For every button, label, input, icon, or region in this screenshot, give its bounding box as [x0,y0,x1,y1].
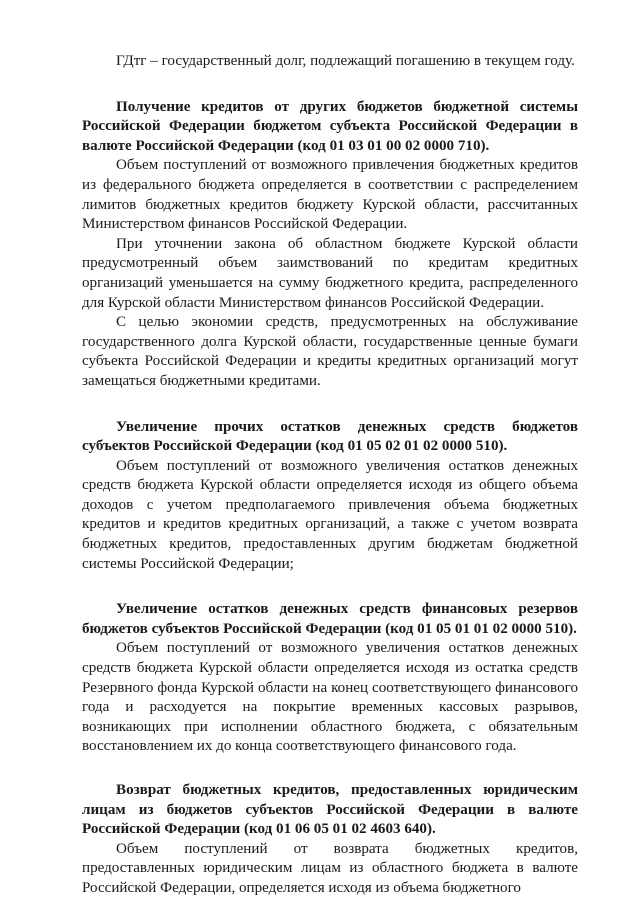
section-heading: Увеличение остатков денежных средств финансовых резервов бюджетов субъектов Российской Федерации (код 01 05 01 01 02 0000 510). [82,601,578,637]
body-paragraph: При уточнении закона об областном бюджете Курской области предусмотренный объем заимствований по кредитам кредитных организаций уменьшается на сумму бюджетного кредита, распределенного для Курской области Министерством финансов Российской Федерации. [82,235,578,311]
section-heading: Увеличение прочих остатков денежных средств бюджетов субъектов Российской Федерации (код 01 05 02 01 02 0000 510). [82,418,578,455]
section-spacer [82,574,578,600]
body-paragraph: Объем поступлений от возможного увеличения остатков денежных средств бюджета Курской области определяется исходя из общего объема доходов с учетом предполагаемого привлечения объема бюджетных кредитов и кредитов кредитных организаций, а также с учетом возврата бюджетных кредитов, предоставленных другим бюджетам бюджетной системы Российской Федерации; [82,457,578,572]
section-heading: Возврат бюджетных кредитов, предоставленных юридическим лицам из бюджетов субъектов Российской Федерации в валюте Российской Федерации (код 01 06 05 01 02 4603 640). [82,782,578,838]
section-spacer [82,757,578,781]
intro-paragraph: ГДтг – государственный долг, подлежащий погашению в текущем году. [116,53,575,69]
section-credits-from-budgets [82,98,578,392]
section-loan-returns [82,781,578,899]
section-other-balances [82,418,578,575]
section-spacer [82,392,578,418]
body-paragraph: С целью экономии средств, предусмотренных на обслуживание государственного долга Курской области, государственные ценные бумаги субъекта Российской Федерации и кредиты кредитных организаций могут замещаться бюджетными кредитами. [82,314,578,389]
body-paragraph: Объем поступлений от возможного привлечения бюджетных кредитов из федерального бюджета определяется в соответствии с распределением лимитов бюджетных кредитов бюджету Курской области, рассчитанных Министерством финансов Российской Федерации. [82,157,578,233]
section-heading: Получение кредитов от других бюджетов бюджетной системы Российской Федерации бюджетом субъекта Российской Федерации в валюте Российской Федерации (код 01 03 01 00 02 0000 710). [82,98,578,154]
body-paragraph: Объем поступлений от возможного увеличения остатков денежных средств бюджета Курской области определяется исходя из остатка средств Резервного фонда Курской области на конец соответствующего финансового года и расходуется на покрытие временных кассовых разрывов, возникающих при исполнении областного бюджета, с обязательным восстановлением их до конца соответствующего финансового года. [82,640,578,755]
section-spacer [82,72,578,98]
section-reserve-funds [82,600,578,757]
body-paragraph: Объем поступлений от возврата бюджетных кредитов, предоставленных юридическим лицам из областного бюджета в валюте Российской Федерации, определяется исходя из объема бюджетного [82,840,578,896]
